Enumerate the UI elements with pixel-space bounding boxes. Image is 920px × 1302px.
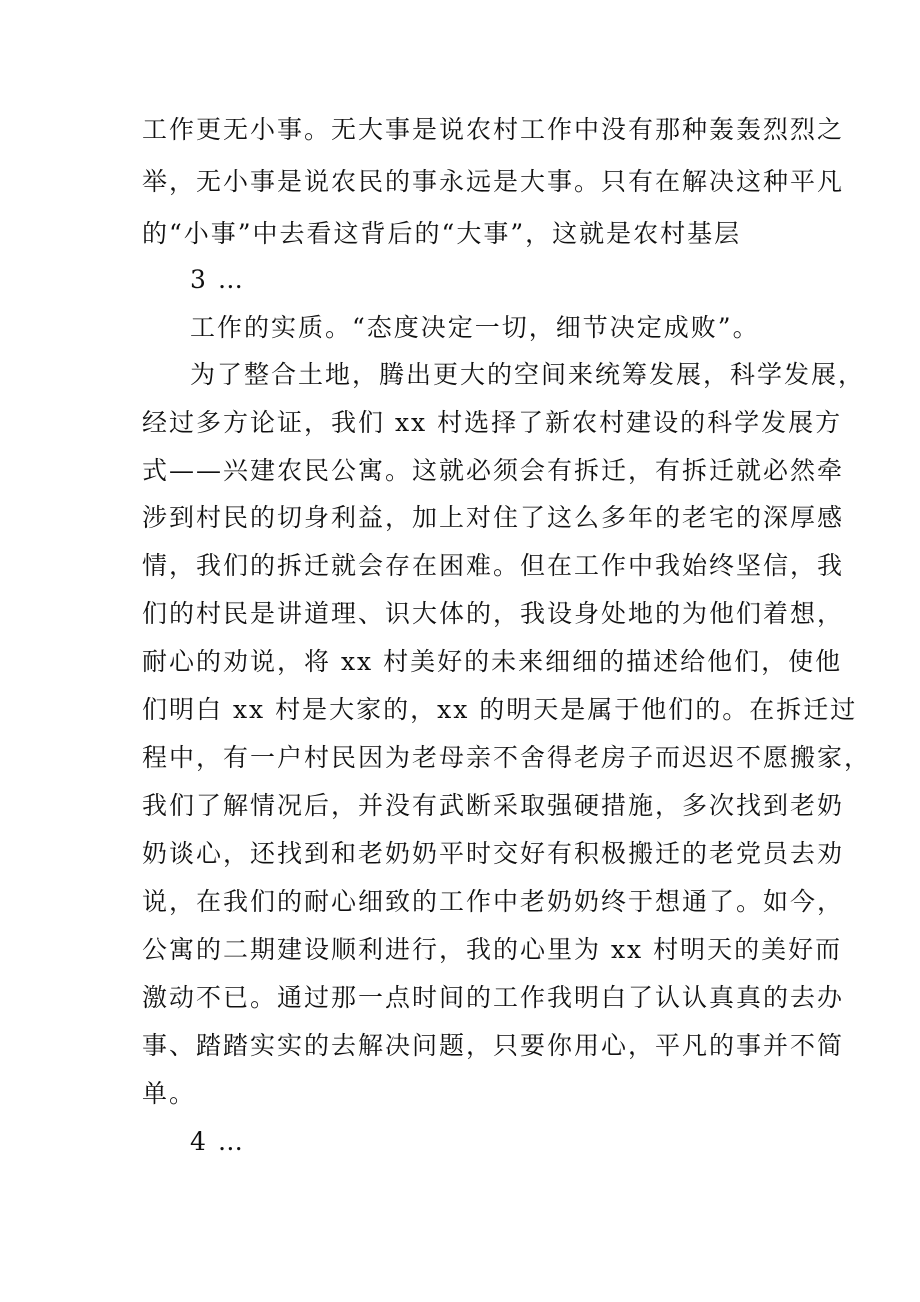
text-line: 事、踏踏实实的去解决问题，只要你用心，平凡的事并不简 (142, 1031, 845, 1060)
text-line: 经过多方论证，我们 xx 村选择了新农村建设的科学发展方 (142, 408, 843, 437)
text-line: 工作更无小事。无大事是说农村工作中没有那种轰轰烈烈之 (142, 115, 845, 144)
text-line: 单。 (142, 1079, 197, 1108)
text-line: 程中，有一户村民因为老母亲不舍得老房子而迟迟不愿搬家， (142, 743, 872, 772)
text-line: 耐心的劝说，将 xx 村美好的未来细细的描述给他们，使他 (142, 647, 843, 676)
text-line: 奶谈心，还找到和老奶奶平时交好有积极搬迁的老党员去劝 (142, 839, 845, 868)
text-line: 说，在我们的耐心细致的工作中老奶奶终于想通了。如今， (142, 887, 845, 916)
text-line: 们明白 xx 村是大家的，xx 的明天是属于他们的。在拆迁过 (142, 695, 858, 724)
text-line: 情，我们的拆迁就会存在困难。但在工作中我始终坚信，我 (142, 551, 845, 580)
text-line: 式——兴建农民公寓。这就必须会有拆迁，有拆迁就必然牵 (142, 456, 845, 485)
page-marker: 3 … (190, 265, 245, 294)
paragraph-first-line: 为了整合土地，腾出更大的空间来统筹发展，科学发展， (190, 360, 866, 389)
page-marker: 4 … (190, 1127, 245, 1156)
text-line: 我们了解情况后，并没有武断采取强硬措施，多次找到老奶 (142, 791, 845, 820)
text-line: 们的村民是讲道理、识大体的，我设身处地的为他们着想， (142, 599, 845, 628)
text-line: 举，无小事是说农民的事永远是大事。只有在解决这种平凡 (142, 167, 845, 196)
text-line: 的“小事”中去看这背后的“大事”，这就是农村基层 (142, 219, 742, 248)
text-line: 公寓的二期建设顺利进行，我的心里为 xx 村明天的美好而 (142, 935, 843, 964)
text-line: 激动不已。通过那一点时间的工作我明白了认认真真的去办 (142, 983, 845, 1012)
text-line: 工作的实质。“态度决定一切，细节决定成败”。 (190, 313, 760, 342)
text-line: 涉到村民的切身利益，加上对住了这么多年的老宅的深厚感 (142, 503, 845, 532)
